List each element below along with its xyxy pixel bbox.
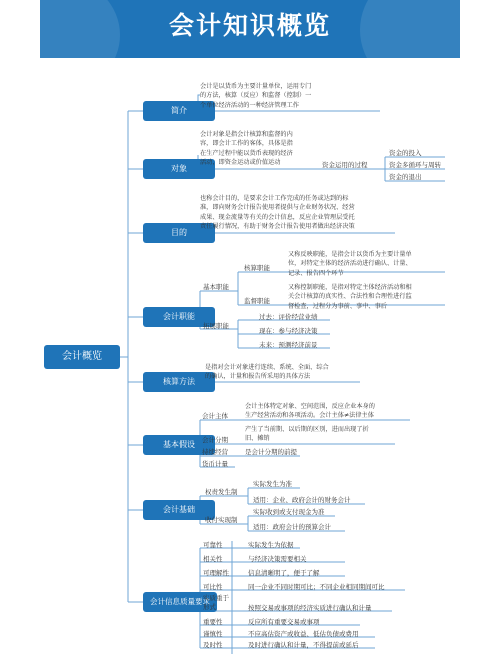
object-item: 资金的投入 — [389, 149, 422, 157]
basis-cash-item: 适用：政府会计的预算会计 — [253, 523, 331, 531]
function-ext-item: 现在：参与经济决策 — [259, 327, 318, 335]
object-item: 资金的退出 — [389, 173, 422, 181]
basis-accrual-item: 适用：企业、政府会计的财务会计 — [253, 496, 351, 504]
assume-key: 货币计量 — [202, 460, 228, 468]
function-super-text: 又称控制职能，是指对特定主体经济活动和相 关会计核算的真实性、合法性和合理性进行监 督检查，过程分为事前、事中、事后 — [288, 284, 412, 310]
assume-value: 产生了当前期、以后期的区别，进而出现了折 旧、摊销 — [245, 426, 369, 443]
assume-value: 是会计分期的前提 — [245, 448, 297, 456]
quality-value: 信息清晰明了，便于了解 — [248, 569, 320, 577]
basis-accrual-label: 权责发生制 — [205, 488, 238, 496]
object-item: 资金多循环与周转 — [389, 161, 441, 169]
node-intro[interactable]: 简介 — [143, 101, 215, 121]
function-ext-item: 未来：预测经济前景 — [259, 341, 318, 349]
object-mid-label: 资金运用的过程 — [322, 161, 368, 169]
quality-key: 可比性 — [203, 583, 223, 591]
quality-value: 及时进行确认和计量，不得提前或延后 — [248, 641, 359, 649]
quality-value: 按照交易或事项的经济实质进行确认和计量 — [248, 604, 372, 612]
node-method[interactable]: 核算方法 — [143, 372, 215, 392]
function-ext-label: 拓展职能 — [203, 322, 229, 330]
assume-value: 会计主体特定对象、空间范围，反应企业本身的 生产经营活动和各项活动。会计主体≠法律主体 — [245, 403, 375, 420]
node-goal[interactable]: 目的 — [143, 223, 215, 243]
quality-key: 重要性 — [203, 618, 223, 626]
quality-value: 反应所有重要交易或事项 — [248, 618, 320, 626]
quality-key: 实质重于形式 — [203, 594, 229, 612]
quality-value: 同一企业不同时期可比；不同企业相同期间可比 — [248, 583, 385, 591]
method-text: 是指对会计对象进行连续、系统、全面、综合 的确认，计量和报告所采用的具体方法 — [205, 364, 329, 381]
node-quality[interactable]: 会计信息质量要求 — [143, 592, 217, 612]
quality-value: 与经济决策需要相关 — [248, 555, 307, 563]
function-super-label: 监督职能 — [244, 297, 270, 305]
assume-key: 会计分期 — [202, 436, 228, 444]
root-node[interactable]: 会计概览 — [44, 345, 120, 369]
intro-text: 会计是以货币为主要计量单位，运用专门 的方法，核算（反应）和监督（控制）一 个单位经济活动的一种经济管理工作 — [200, 83, 312, 109]
quality-value: 不应高估资产或收益、低估负债或费用 — [248, 630, 359, 638]
function-calc-text: 又称反映职能，是指会计以货币为主要计量单 位，对特定主体的经济活动进行确认、计量、 记录、报告四个环节 — [288, 251, 412, 277]
basis-accrual-item: 实际发生为准 — [253, 480, 292, 488]
quality-key: 谨慎性 — [203, 630, 223, 638]
node-object[interactable]: 对象 — [143, 159, 215, 179]
assume-key: 持续经营 — [202, 448, 228, 456]
basis-cash-label: 收付实现制 — [205, 516, 238, 524]
function-calc-label: 核算职能 — [244, 264, 270, 272]
node-assume[interactable]: 基本假设 — [143, 435, 215, 455]
quality-key: 可理解性 — [203, 569, 229, 577]
page-title: 会计知识概览 — [168, 11, 331, 40]
quality-key: 可靠性 — [203, 541, 223, 549]
quality-key: 及时性 — [203, 641, 223, 649]
basis-cash-item: 实际收到或支付现金为准 — [253, 508, 325, 516]
function-ext-item: 过去：评价经营业绩 — [259, 313, 318, 321]
object-text: 会计对象是指会计核算和监督的内 容，即会计工作的客体，具体是指 在生产过程中能以货币表现的经济 活动，即资金运动或价值运动 — [200, 131, 293, 167]
quality-key: 相关性 — [203, 555, 223, 563]
quality-value: 实际发生为依据 — [248, 541, 294, 549]
assume-key: 会计主体 — [202, 412, 228, 420]
node-basis[interactable]: 会计基础 — [143, 500, 215, 520]
goal-text: 也称会计目的，是要求会计工作完成的任务或达到的标 准，即向财务会计报告使用者提供与企业财务状况、经营 成果、现金流量等有关的会计信息，反应企业管理层受托 责任履行情况，有助于财务会计报告使用者做出经济决策 — [200, 195, 355, 231]
function-basic-label: 基本职能 — [203, 283, 229, 291]
node-function[interactable]: 会计职能 — [143, 307, 215, 327]
